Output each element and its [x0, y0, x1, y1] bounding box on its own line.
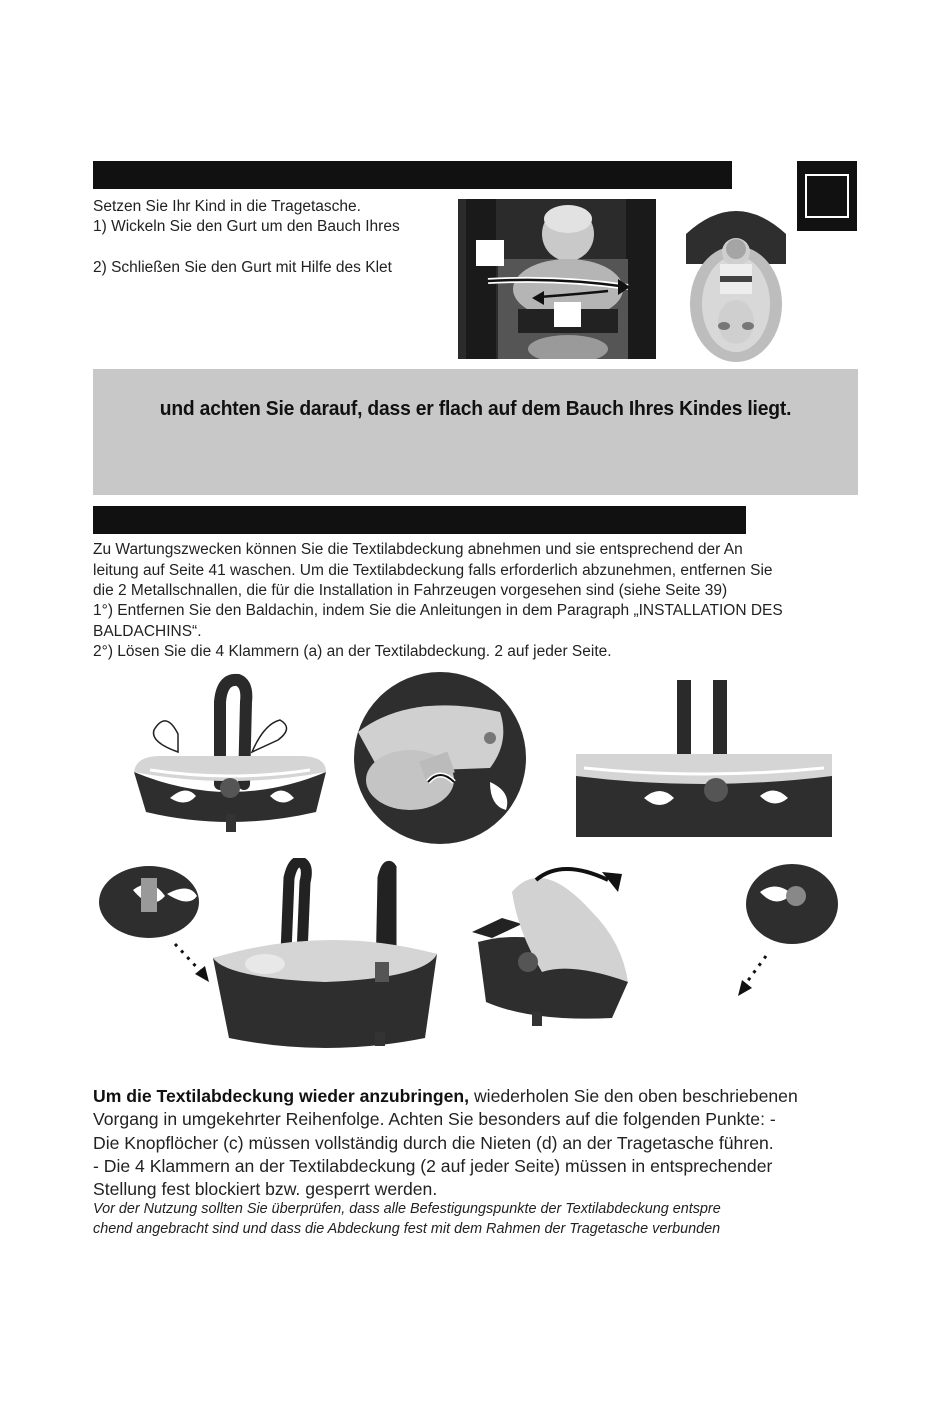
usage-note — [93, 1199, 873, 1239]
photo-carrycot-hood — [680, 194, 792, 364]
language-tab-box — [805, 174, 849, 218]
intro-line-1: Setzen Sie Ihr Kind in die Tragetasche. — [93, 198, 361, 215]
illustration-hand-clip-detail — [350, 672, 530, 847]
maintenance-line-1: Zu Wartungszwecken können Sie die Textilabdeckung abnehmen und sie entsprechend der An — [93, 541, 743, 558]
maintenance-line-4: 1°) Entfernen Sie den Baldachin, indem Sie die Anleitungen in dem Paragraph „INSTALLATION DES — [93, 602, 783, 619]
illustration-clip-zoom-left — [93, 856, 213, 986]
reattach-line-1-rest: wiederholen Sie den oben beschriebenen — [469, 1086, 798, 1106]
intro-line-2: 1) Wickeln Sie den Gurt um den Bauch Ihres — [93, 218, 400, 235]
illustration-carrycot-front — [205, 858, 455, 1058]
maintenance-line-3: die 2 Metallschnallen, die für die Installation in Fahrzeugen vorgesehen sind (siehe Seite 39) — [93, 582, 728, 599]
reattach-line-4: - Die 4 Klammern an der Textilabdeckung (2 auf jeder Seite) müssen in entsprechender — [93, 1155, 773, 1176]
maintenance-line-5: BALDACHINS“. — [93, 623, 202, 640]
warning-text: und achten Sie darauf, dass er flach auf dem Bauch Ihres Kindes liegt. — [159, 397, 792, 420]
intro-line-3: 2) Schließen Sie den Gurt mit Hilfe des Klet — [93, 259, 392, 276]
usage-note-line-2: chend angebracht sind und dass die Abdeckung fest mit dem Rahmen der Tragetasche verbunden — [93, 1221, 721, 1237]
maintenance-line-2: leitung auf Seite 41 waschen. Um die Textilabdeckung falls erforderlich abzunehmen, entfernen Sie — [93, 562, 773, 579]
reattach-line-3: Die Knopflöcher (c) müssen vollständig durch die Nieten (d) an der Tragetasche führen. — [93, 1132, 774, 1153]
section-header-bar-1 — [93, 161, 732, 189]
language-tab — [797, 161, 857, 231]
reattach-line-1 — [93, 1085, 868, 1108]
illustration-carrycot-side — [574, 672, 832, 837]
illustration-carrycot-cover-removal — [462, 852, 638, 1032]
reattach-heading: Um die Textilabdeckung wieder anzubringen, — [93, 1086, 470, 1106]
reattach-line-2: Vorgang in umgekehrter Reihenfolge. Achten Sie besonders auf die folgenden Punkte: - — [93, 1109, 776, 1130]
reattach-line-5: Stellung fest blockiert bzw. gesperrt werden. — [93, 1179, 438, 1200]
usage-note-line-1: Vor der Nutzung sollten Sie überprüfen, dass alle Befestigungspunkte der Textilabdeckung entspre — [93, 1201, 721, 1217]
photo-baby-belt — [458, 199, 656, 359]
section-header-bar-2 — [93, 506, 746, 534]
illustration-carrycot-clips — [130, 672, 330, 837]
warning-panel — [93, 369, 858, 495]
maintenance-line-6: 2°) Lösen Sie die 4 Klammern (a) an der Textilabdeckung. 2 auf jeder Seite. — [93, 643, 612, 660]
illustration-clip-zoom-right — [736, 856, 848, 1006]
reattach-paragraph — [93, 1085, 868, 1201]
